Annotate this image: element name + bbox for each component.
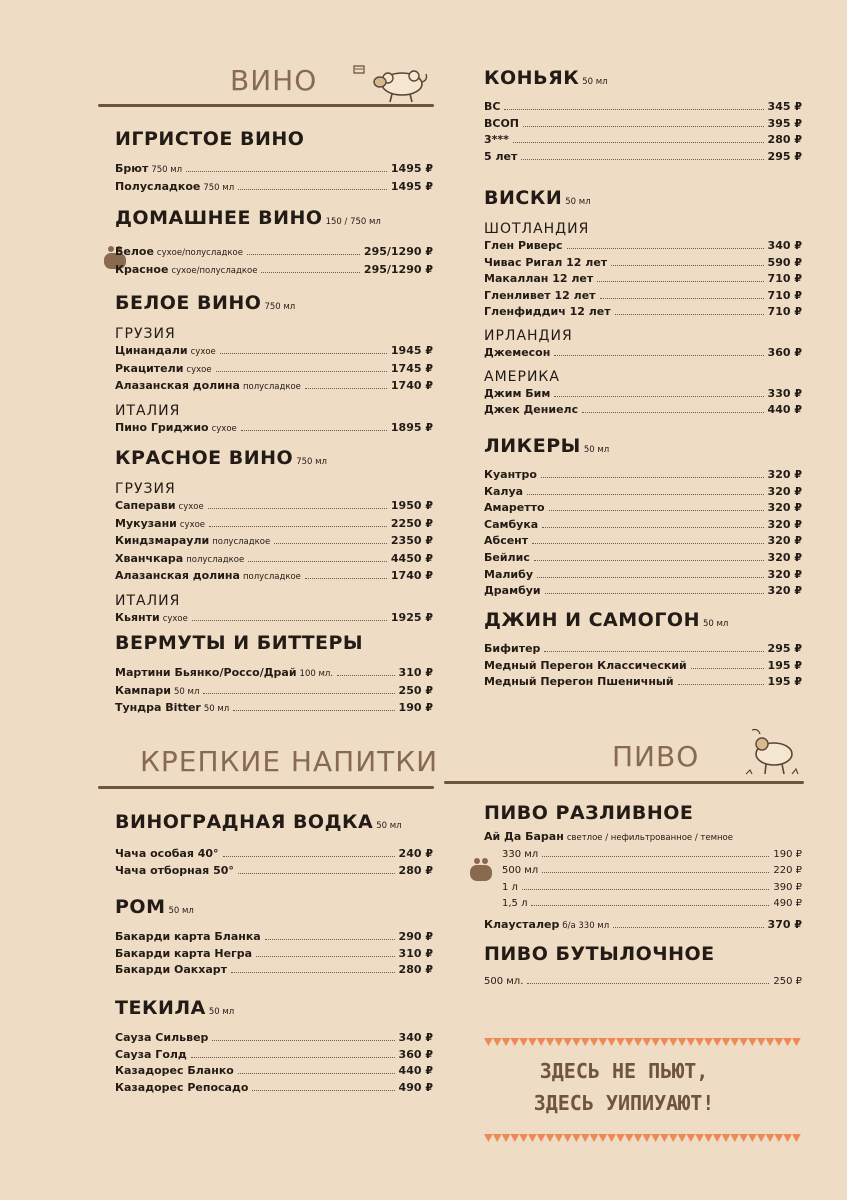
item-price: 1925 ₽ xyxy=(390,610,433,624)
tequila-section xyxy=(115,996,433,1096)
item-name: Драмбуи xyxy=(484,584,541,598)
rum-title: РОМ 50 мл xyxy=(115,896,194,918)
menu-item xyxy=(115,1080,433,1097)
red-sub-georgia: ГРУЗИЯ xyxy=(115,481,176,497)
item-name: Алазанская долина xyxy=(115,379,240,393)
dot-leader xyxy=(567,247,764,249)
item-price: 295 ₽ xyxy=(767,642,802,655)
item-name: Амаретто xyxy=(484,501,545,515)
menu-item xyxy=(115,179,433,197)
item-name: Хванчкара xyxy=(115,551,184,565)
menu-item xyxy=(115,533,433,551)
item-price: 390 ₽ xyxy=(773,881,802,893)
item-name: Пино Гриджио xyxy=(115,420,209,434)
dot-leader xyxy=(233,709,394,711)
item-name: ВСОП xyxy=(484,116,520,130)
menu-item xyxy=(115,1063,433,1080)
dot-leader xyxy=(252,1089,394,1091)
item-price: 440 ₽ xyxy=(398,1064,433,1078)
menu-item: Клаусталер б/а 330 мл 370 ₽ xyxy=(484,917,802,931)
draft-beer-section xyxy=(484,801,802,935)
dot-leader xyxy=(241,429,387,431)
dot-leader xyxy=(542,871,769,873)
item-name: 1 л xyxy=(502,881,518,893)
dot-leader xyxy=(532,542,763,544)
item-price: 320 ₽ xyxy=(767,567,802,581)
dot-leader xyxy=(537,576,764,578)
dot-leader xyxy=(521,158,763,160)
dot-leader xyxy=(231,971,395,973)
menu-item xyxy=(484,863,802,880)
menu-item xyxy=(115,1030,433,1047)
dot-leader xyxy=(247,253,360,255)
item-price: 310 ₽ xyxy=(398,946,433,960)
bottled-beer-section xyxy=(484,942,802,991)
item-name: Гленливет 12 лет xyxy=(484,288,596,302)
menu-item xyxy=(484,550,802,567)
menu-item xyxy=(484,345,802,362)
item-note: 100 мл. xyxy=(299,669,334,679)
item-name: Макаллан 12 лет xyxy=(484,272,594,286)
item-price: 195 ₽ xyxy=(767,658,802,672)
item-name: Глен Риверс xyxy=(484,239,563,252)
item-price: 240 ₽ xyxy=(398,847,433,860)
dot-leader xyxy=(678,683,764,685)
item-price: 360 ₽ xyxy=(398,1047,433,1061)
item-note: сухое xyxy=(186,364,212,375)
item-name: Бифитер xyxy=(484,642,541,655)
item-name: Гленфиддич 12 лет xyxy=(484,305,611,319)
house-wine-title: ДОМАШНЕЕ ВИНО 150 / 750 мл xyxy=(115,207,381,229)
dot-leader xyxy=(531,904,769,906)
vermouth-section xyxy=(115,631,433,718)
dot-leader xyxy=(238,872,395,874)
dot-leader xyxy=(544,650,763,652)
menu-item xyxy=(115,610,433,628)
item-price: 1945 ₽ xyxy=(390,344,433,357)
menu-item xyxy=(484,467,802,484)
item-price: 280 ₽ xyxy=(767,133,802,147)
item-note: сухое/полусладкое xyxy=(171,265,258,276)
item-price: 1895 ₽ xyxy=(390,420,433,434)
whisky-title: ВИСКИ 50 мл xyxy=(484,187,591,209)
item-name: Брют xyxy=(115,162,149,175)
item-price: 1495 ₽ xyxy=(390,162,433,175)
dot-leader xyxy=(600,297,764,299)
dot-leader xyxy=(203,692,394,694)
dot-leader xyxy=(615,313,764,315)
menu-item xyxy=(484,288,802,305)
dot-leader xyxy=(523,125,764,127)
menu-item xyxy=(484,386,802,403)
menu-item xyxy=(484,255,802,272)
item-name: 3*** xyxy=(484,133,509,147)
liqueurs-section xyxy=(484,434,802,600)
dot-leader xyxy=(186,170,387,172)
menu-item xyxy=(115,568,433,586)
red-wine-section xyxy=(115,446,433,628)
item-note: полусладкое xyxy=(242,572,301,583)
dot-leader xyxy=(527,982,769,984)
vodka-title: ВИНОГРАДНАЯ ВОДКА 50 мл xyxy=(115,811,402,833)
gin-section xyxy=(484,608,802,691)
menu-item xyxy=(115,962,433,979)
menu-item xyxy=(484,304,802,321)
dot-leader xyxy=(527,493,763,495)
whisky-sub-scotland: ШОТЛАНДИЯ xyxy=(484,221,590,237)
liqueurs-title: ЛИКЕРЫ 50 мл xyxy=(484,435,610,457)
slogan xyxy=(444,1055,804,1119)
slogan-line2: ЗДЕСЬ УИПИУАЮТ! xyxy=(533,1091,715,1115)
red-sub-italy: ИТАЛИЯ xyxy=(115,592,181,609)
dot-leader xyxy=(192,619,387,621)
menu-item xyxy=(115,343,433,361)
item-name: Джим Бим xyxy=(484,386,551,400)
item-price: 395 ₽ xyxy=(767,116,802,130)
dot-leader xyxy=(542,855,769,857)
item-name: Ркацители xyxy=(115,361,184,375)
dot-leader xyxy=(305,577,387,579)
item-price: 320 ₽ xyxy=(767,501,802,515)
menu-item xyxy=(115,946,433,963)
item-name: 330 мл xyxy=(502,848,539,860)
menu-item xyxy=(484,847,802,864)
menu-item xyxy=(115,863,433,880)
menu-item xyxy=(115,161,433,179)
item-price: 1745 ₽ xyxy=(390,361,433,375)
menu-item xyxy=(115,498,433,516)
menu-item xyxy=(115,1047,433,1064)
dot-leader xyxy=(545,592,764,594)
item-price: 1740 ₽ xyxy=(390,569,433,583)
dot-leader xyxy=(554,395,763,397)
item-name: ВС xyxy=(484,100,501,113)
item-note: 50 мл xyxy=(174,686,200,697)
item-name: Киндзмараули xyxy=(115,534,210,548)
menu-item xyxy=(115,262,433,280)
house-wine-section xyxy=(115,206,433,279)
item-name: 5 лет xyxy=(484,149,518,163)
item-name: 1,5 л xyxy=(502,898,528,910)
dot-leader xyxy=(582,411,763,413)
item-note: сухое xyxy=(179,519,206,530)
menu-item xyxy=(484,271,802,288)
dot-leader xyxy=(274,542,387,544)
item-name: Сауза Голд xyxy=(115,1047,187,1061)
item-price: 320 ₽ xyxy=(767,484,802,498)
item-name: Самбука xyxy=(484,517,539,531)
item-name: Казадорес Репосадо xyxy=(115,1080,249,1094)
item-price: 280 ₽ xyxy=(398,963,433,977)
menu-item xyxy=(484,99,802,116)
menu-item xyxy=(484,641,802,658)
item-price: 195 ₽ xyxy=(767,675,802,689)
item-name: 500 мл. xyxy=(484,976,524,987)
item-name: Мартини Бьянко/Россо/Драй xyxy=(115,666,297,679)
dot-leader xyxy=(597,280,763,282)
item-price: 330 ₽ xyxy=(767,386,802,400)
item-price: 340 ₽ xyxy=(398,1031,433,1044)
item-name: Чача особая 40° xyxy=(115,847,219,860)
item-price: 710 ₽ xyxy=(767,305,802,319)
item-note: сухое/полусладкое xyxy=(156,248,243,258)
menu-item xyxy=(115,700,433,718)
sparkling-section xyxy=(115,127,433,196)
item-price: 490 ₽ xyxy=(773,898,802,910)
item-price: 340 ₽ xyxy=(767,239,802,252)
item-price: 295/1290 ₽ xyxy=(363,262,433,276)
item-name: Полусладкое xyxy=(115,179,201,193)
item-name: Мукузани xyxy=(115,516,177,530)
item-note: полусладкое xyxy=(212,537,271,548)
item-price: 295 ₽ xyxy=(767,149,802,163)
white-wine-title: БЕЛОЕ ВИНО 750 мл xyxy=(115,292,296,314)
item-price: 190 ₽ xyxy=(398,701,433,715)
dot-leader xyxy=(209,525,387,527)
dot-leader xyxy=(542,526,763,528)
item-name: Белое xyxy=(115,245,154,258)
item-price: 1740 ₽ xyxy=(390,379,433,393)
item-price: 320 ₽ xyxy=(767,468,802,481)
item-name: Красное xyxy=(115,262,169,276)
dot-leader xyxy=(337,674,395,676)
item-price: 4450 ₽ xyxy=(390,551,433,565)
item-name: Чача отборная 50° xyxy=(115,863,234,877)
menu-item xyxy=(115,683,433,701)
menu-item xyxy=(484,517,802,534)
item-name: Калуа xyxy=(484,484,524,498)
item-note: полусладкое xyxy=(242,382,301,393)
dot-leader xyxy=(522,888,769,890)
item-price: 360 ₽ xyxy=(767,345,802,359)
item-name: Алазанская долина xyxy=(115,569,240,583)
item-note: сухое xyxy=(178,502,204,512)
dot-leader xyxy=(611,264,763,266)
menu-item xyxy=(484,896,802,913)
item-price: 280 ₽ xyxy=(398,863,433,877)
whisky-section xyxy=(484,186,802,419)
item-price: 320 ₽ xyxy=(767,584,802,598)
item-price: 290 ₽ xyxy=(398,930,433,943)
item-note: сухое xyxy=(190,347,216,357)
item-name: Джемесон xyxy=(484,345,551,359)
item-price: 320 ₽ xyxy=(767,550,802,564)
sheep-grazing-icon xyxy=(744,726,802,778)
item-name: Малибу xyxy=(484,567,533,581)
menu-item xyxy=(484,583,802,600)
item-name: Бакарди Оакхарт xyxy=(115,963,227,977)
whisky-sub-america: АМЕРИКА xyxy=(484,368,560,385)
item-price: 320 ₽ xyxy=(767,517,802,531)
beer-header: ПИВО xyxy=(612,740,700,773)
item-name: Кьянти xyxy=(115,610,160,624)
item-name: 500 мл xyxy=(502,865,539,877)
dot-leader xyxy=(541,476,764,478)
item-price: 250 ₽ xyxy=(398,683,433,697)
item-price: 1495 ₽ xyxy=(390,179,433,193)
item-price: 320 ₽ xyxy=(767,534,802,548)
dot-leader xyxy=(256,955,394,957)
strong-header-underline xyxy=(98,786,434,789)
beer-header-underline xyxy=(444,781,804,784)
dot-leader xyxy=(248,560,387,562)
slogan-line1: ЗДЕСЬ НЕ ПЬЮТ, xyxy=(539,1059,709,1083)
item-note: 750 мл xyxy=(203,182,235,193)
item-name: Казадорес Бланко xyxy=(115,1064,234,1078)
vermouth-title: ВЕРМУТЫ И БИТТЕРЫ xyxy=(115,632,364,654)
dot-leader xyxy=(212,1039,394,1041)
sheep-icon xyxy=(352,62,432,106)
menu-item xyxy=(115,378,433,396)
menu-item xyxy=(115,665,433,683)
tequila-title: ТЕКИЛА 50 мл xyxy=(115,997,235,1019)
wine-header: ВИНО xyxy=(230,64,318,97)
white-sub-italy: ИТАЛИЯ xyxy=(115,402,181,419)
item-name: Саперави xyxy=(115,499,176,512)
item-name: Абсент xyxy=(484,534,529,548)
item-price: 190 ₽ xyxy=(773,848,802,860)
item-name: Куантро xyxy=(484,468,537,481)
item-name: Цинандали xyxy=(115,344,188,357)
menu-item xyxy=(484,880,802,897)
item-price: 710 ₽ xyxy=(767,288,802,302)
item-note: полусладкое xyxy=(186,554,245,565)
vodka-section xyxy=(115,810,433,879)
gin-title: ДЖИН И САМОГОН 50 мл xyxy=(484,609,729,631)
dot-leader xyxy=(208,507,387,509)
menu-item xyxy=(115,516,433,534)
item-note: 50 мл xyxy=(203,704,230,715)
rum-section xyxy=(115,895,433,979)
menu-item xyxy=(115,361,433,379)
dot-leader xyxy=(265,938,395,940)
dot-leader xyxy=(238,1072,395,1074)
strong-drinks-header: КРЕПКИЕ НАПИТКИ xyxy=(140,745,439,778)
draft-beer-name-row: Ай Да Баран светлое / нефильтрованное / темное xyxy=(484,830,733,843)
menu-item xyxy=(484,484,802,501)
menu-item xyxy=(484,116,802,133)
menu-item xyxy=(484,533,802,550)
item-name: Бакарди карта Бланка xyxy=(115,930,261,943)
item-name: Джек Дениелс xyxy=(484,403,579,417)
dot-leader xyxy=(513,141,764,143)
item-price: 2250 ₽ xyxy=(390,516,433,530)
dot-leader xyxy=(554,354,763,356)
menu-item xyxy=(484,238,802,255)
white-sub-georgia: ГРУЗИЯ xyxy=(115,326,176,342)
triangle-border-top xyxy=(484,1038,802,1046)
dot-leader xyxy=(191,1056,395,1058)
sparkling-title: ИГРИСТОЕ ВИНО xyxy=(115,128,305,150)
dot-leader xyxy=(305,387,387,389)
item-name: Кампари xyxy=(115,683,172,697)
item-name: Сауза Сильвер xyxy=(115,1031,209,1044)
dot-leader xyxy=(223,855,395,857)
draft-beer-title: ПИВО РАЗЛИВНОЕ xyxy=(484,802,694,824)
dot-leader xyxy=(549,509,764,511)
item-price: 310 ₽ xyxy=(398,666,433,679)
dot-leader xyxy=(534,559,764,561)
item-price: 1950 ₽ xyxy=(390,499,433,512)
menu-item xyxy=(484,658,802,675)
item-name: Чивас Ригал 12 лет xyxy=(484,255,608,269)
dot-leader xyxy=(261,271,359,273)
item-name: Тундра Bitter xyxy=(115,701,201,715)
dot-leader xyxy=(220,352,387,354)
menu-item xyxy=(484,149,802,166)
item-note: сухое xyxy=(211,423,237,434)
item-price: 345 ₽ xyxy=(767,100,802,113)
item-name: Бейлис xyxy=(484,550,530,564)
menu-item xyxy=(115,420,433,438)
item-note: 750 мл xyxy=(151,165,183,175)
item-name: Медный Перегон Классический xyxy=(484,658,687,672)
item-price: 295/1290 ₽ xyxy=(363,245,433,258)
dot-leader xyxy=(691,667,764,669)
menu-item xyxy=(484,500,802,517)
dot-leader xyxy=(504,108,763,110)
item-price: 440 ₽ xyxy=(767,403,802,417)
triangle-border-bottom xyxy=(484,1134,802,1142)
item-name: Бакарди карта Негра xyxy=(115,946,253,960)
menu-item xyxy=(115,846,433,863)
white-wine-section xyxy=(115,291,433,437)
item-price: 250 ₽ xyxy=(773,976,802,987)
item-price: 590 ₽ xyxy=(767,255,802,269)
menu-item xyxy=(484,402,802,419)
item-price: 710 ₽ xyxy=(767,272,802,286)
item-price: 490 ₽ xyxy=(398,1080,433,1094)
whisky-sub-ireland: ИРЛАНДИЯ xyxy=(484,327,573,344)
menu-item xyxy=(484,674,802,691)
menu-item xyxy=(484,567,802,584)
menu-item xyxy=(115,929,433,946)
cognac-title: КОНЬЯК 50 мл xyxy=(484,67,608,89)
menu-item xyxy=(115,551,433,569)
bottled-beer-title: ПИВО БУТЫЛОЧНОЕ xyxy=(484,943,715,965)
cognac-section xyxy=(484,66,802,165)
menu-item xyxy=(115,244,433,262)
menu-item xyxy=(484,132,802,149)
menu-item xyxy=(484,974,802,991)
item-price: 220 ₽ xyxy=(773,865,802,877)
item-price: 2350 ₽ xyxy=(390,534,433,548)
item-note: сухое xyxy=(162,613,188,624)
dot-leader xyxy=(216,370,387,372)
dot-leader xyxy=(238,188,387,190)
red-wine-title: КРАСНОЕ ВИНО 750 мл xyxy=(115,447,327,469)
item-name: Медный Перегон Пшеничный xyxy=(484,675,674,689)
